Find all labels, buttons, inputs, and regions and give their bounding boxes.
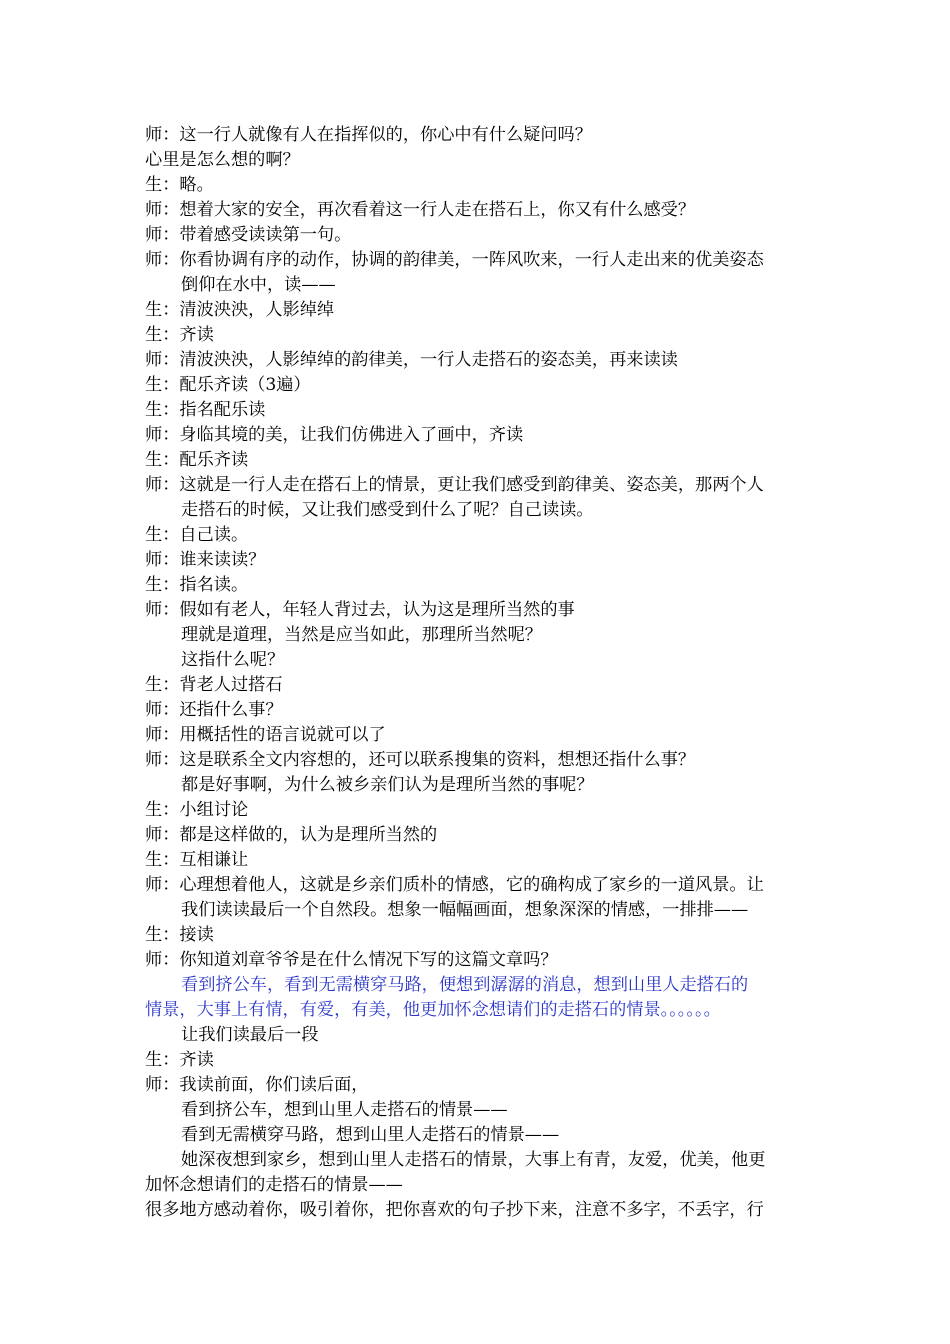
text-line: 生：配乐齐读 — [145, 450, 249, 470]
text-line: 让我们读最后一段 — [181, 1025, 319, 1045]
text-line: 师：用概括性的语言说就可以了 — [145, 725, 386, 745]
text-line: 理就是道理，当然是应当如此，那理所当然呢？ — [181, 625, 542, 645]
text-line: 生：背老人过搭石 — [145, 675, 283, 695]
text-line: 加怀念想请们的走搭石的情景—— — [145, 1175, 403, 1195]
text-line: 师：这就是一行人走在搭石上的情景，更让我们感受到韵律美、姿态美，那两个人 — [145, 475, 764, 495]
text-line: 生：齐读 — [145, 1050, 214, 1070]
text-line: 我们读读最后一个自然段。想象一幅幅画面，想象深深的情感，一排排—— — [181, 900, 749, 920]
text-line: 师：你看协调有序的动作，协调的韵律美，一阵风吹来，一行人走出来的优美姿态 — [145, 250, 764, 270]
highlighted-text-line: 情景，大事上有情，有爱，有美，他更加怀念想请们的走搭石的情景。。。。。。 — [145, 1000, 721, 1020]
text-line: 师：心理想着他人，这就是乡亲们质朴的情感，它的确构成了家乡的一道风景。让 — [145, 875, 764, 895]
text-line: 师：假如有老人，年轻人背过去，认为这是理所当然的事 — [145, 600, 575, 620]
text-line: 生：配乐齐读（3遍） — [145, 375, 311, 395]
text-line: 走搭石的时候，又让我们感受到什么了呢？自己读读。 — [181, 500, 594, 520]
text-line: 师：这一行人就像有人在指挥似的，你心中有什么疑问吗？ — [145, 125, 592, 145]
text-line: 生：齐读 — [145, 325, 214, 345]
text-line: 师：还指什么事？ — [145, 700, 283, 720]
text-line: 生：接读 — [145, 925, 214, 945]
text-line: 心里是怎么想的啊？ — [145, 150, 300, 170]
text-line: 师：清波泱泱，人影绰绰的韵律美，一行人走搭石的姿态美，再来读读 — [145, 350, 678, 370]
text-line: 师：我读前面，你们读后面， — [145, 1075, 369, 1095]
text-line: 师：都是这样做的，认为是理所当然的 — [145, 825, 438, 845]
text-line: 这指什么呢？ — [181, 650, 285, 670]
text-line: 师：身临其境的美，让我们仿佛进入了画中，齐读 — [145, 425, 524, 445]
text-line: 她深夜想到家乡，想到山里人走搭石的情景，大事上有青，友爱，优美，他更 — [181, 1150, 766, 1170]
text-line: 师：想着大家的安全，再次看着这一行人走在搭石上，你又有什么感受？ — [145, 200, 696, 220]
text-line: 倒仰在水中，读—— — [181, 275, 336, 295]
text-line: 师：带着感受读读第一句。 — [145, 225, 352, 245]
text-line: 师：谁来读读？ — [145, 550, 266, 570]
text-line: 都是好事啊，为什么被乡亲们认为是理所当然的事呢？ — [181, 775, 594, 795]
text-line: 看到挤公车，想到山里人走搭石的情景—— — [181, 1100, 508, 1120]
text-line: 生：自己读。 — [145, 525, 249, 545]
text-line: 生：小组讨论 — [145, 800, 249, 820]
text-line: 生：指名配乐读 — [145, 400, 266, 420]
text-line: 生：互相谦让 — [145, 850, 249, 870]
text-line: 很多地方感动着你，吸引着你，把你喜欢的句子抄下来，注意不多字，不丢字，行 — [145, 1200, 764, 1220]
text-line: 生：清波泱泱，人影绰绰 — [145, 300, 335, 320]
text-line: 师：这是联系全文内容想的，还可以联系搜集的资料，想想还指什么事？ — [145, 750, 696, 770]
text-line: 生：指名读。 — [145, 575, 249, 595]
text-line: 生：略。 — [145, 175, 214, 195]
highlighted-text-line: 看到挤公车，看到无需横穿马路，便想到潺潺的消息，想到山里人走搭石的 — [181, 975, 749, 995]
text-line: 师：你知道刘章爷爷是在什么情况下写的这篇文章吗？ — [145, 950, 558, 970]
text-line: 看到无需横穿马路，想到山里人走搭石的情景—— — [181, 1125, 560, 1145]
